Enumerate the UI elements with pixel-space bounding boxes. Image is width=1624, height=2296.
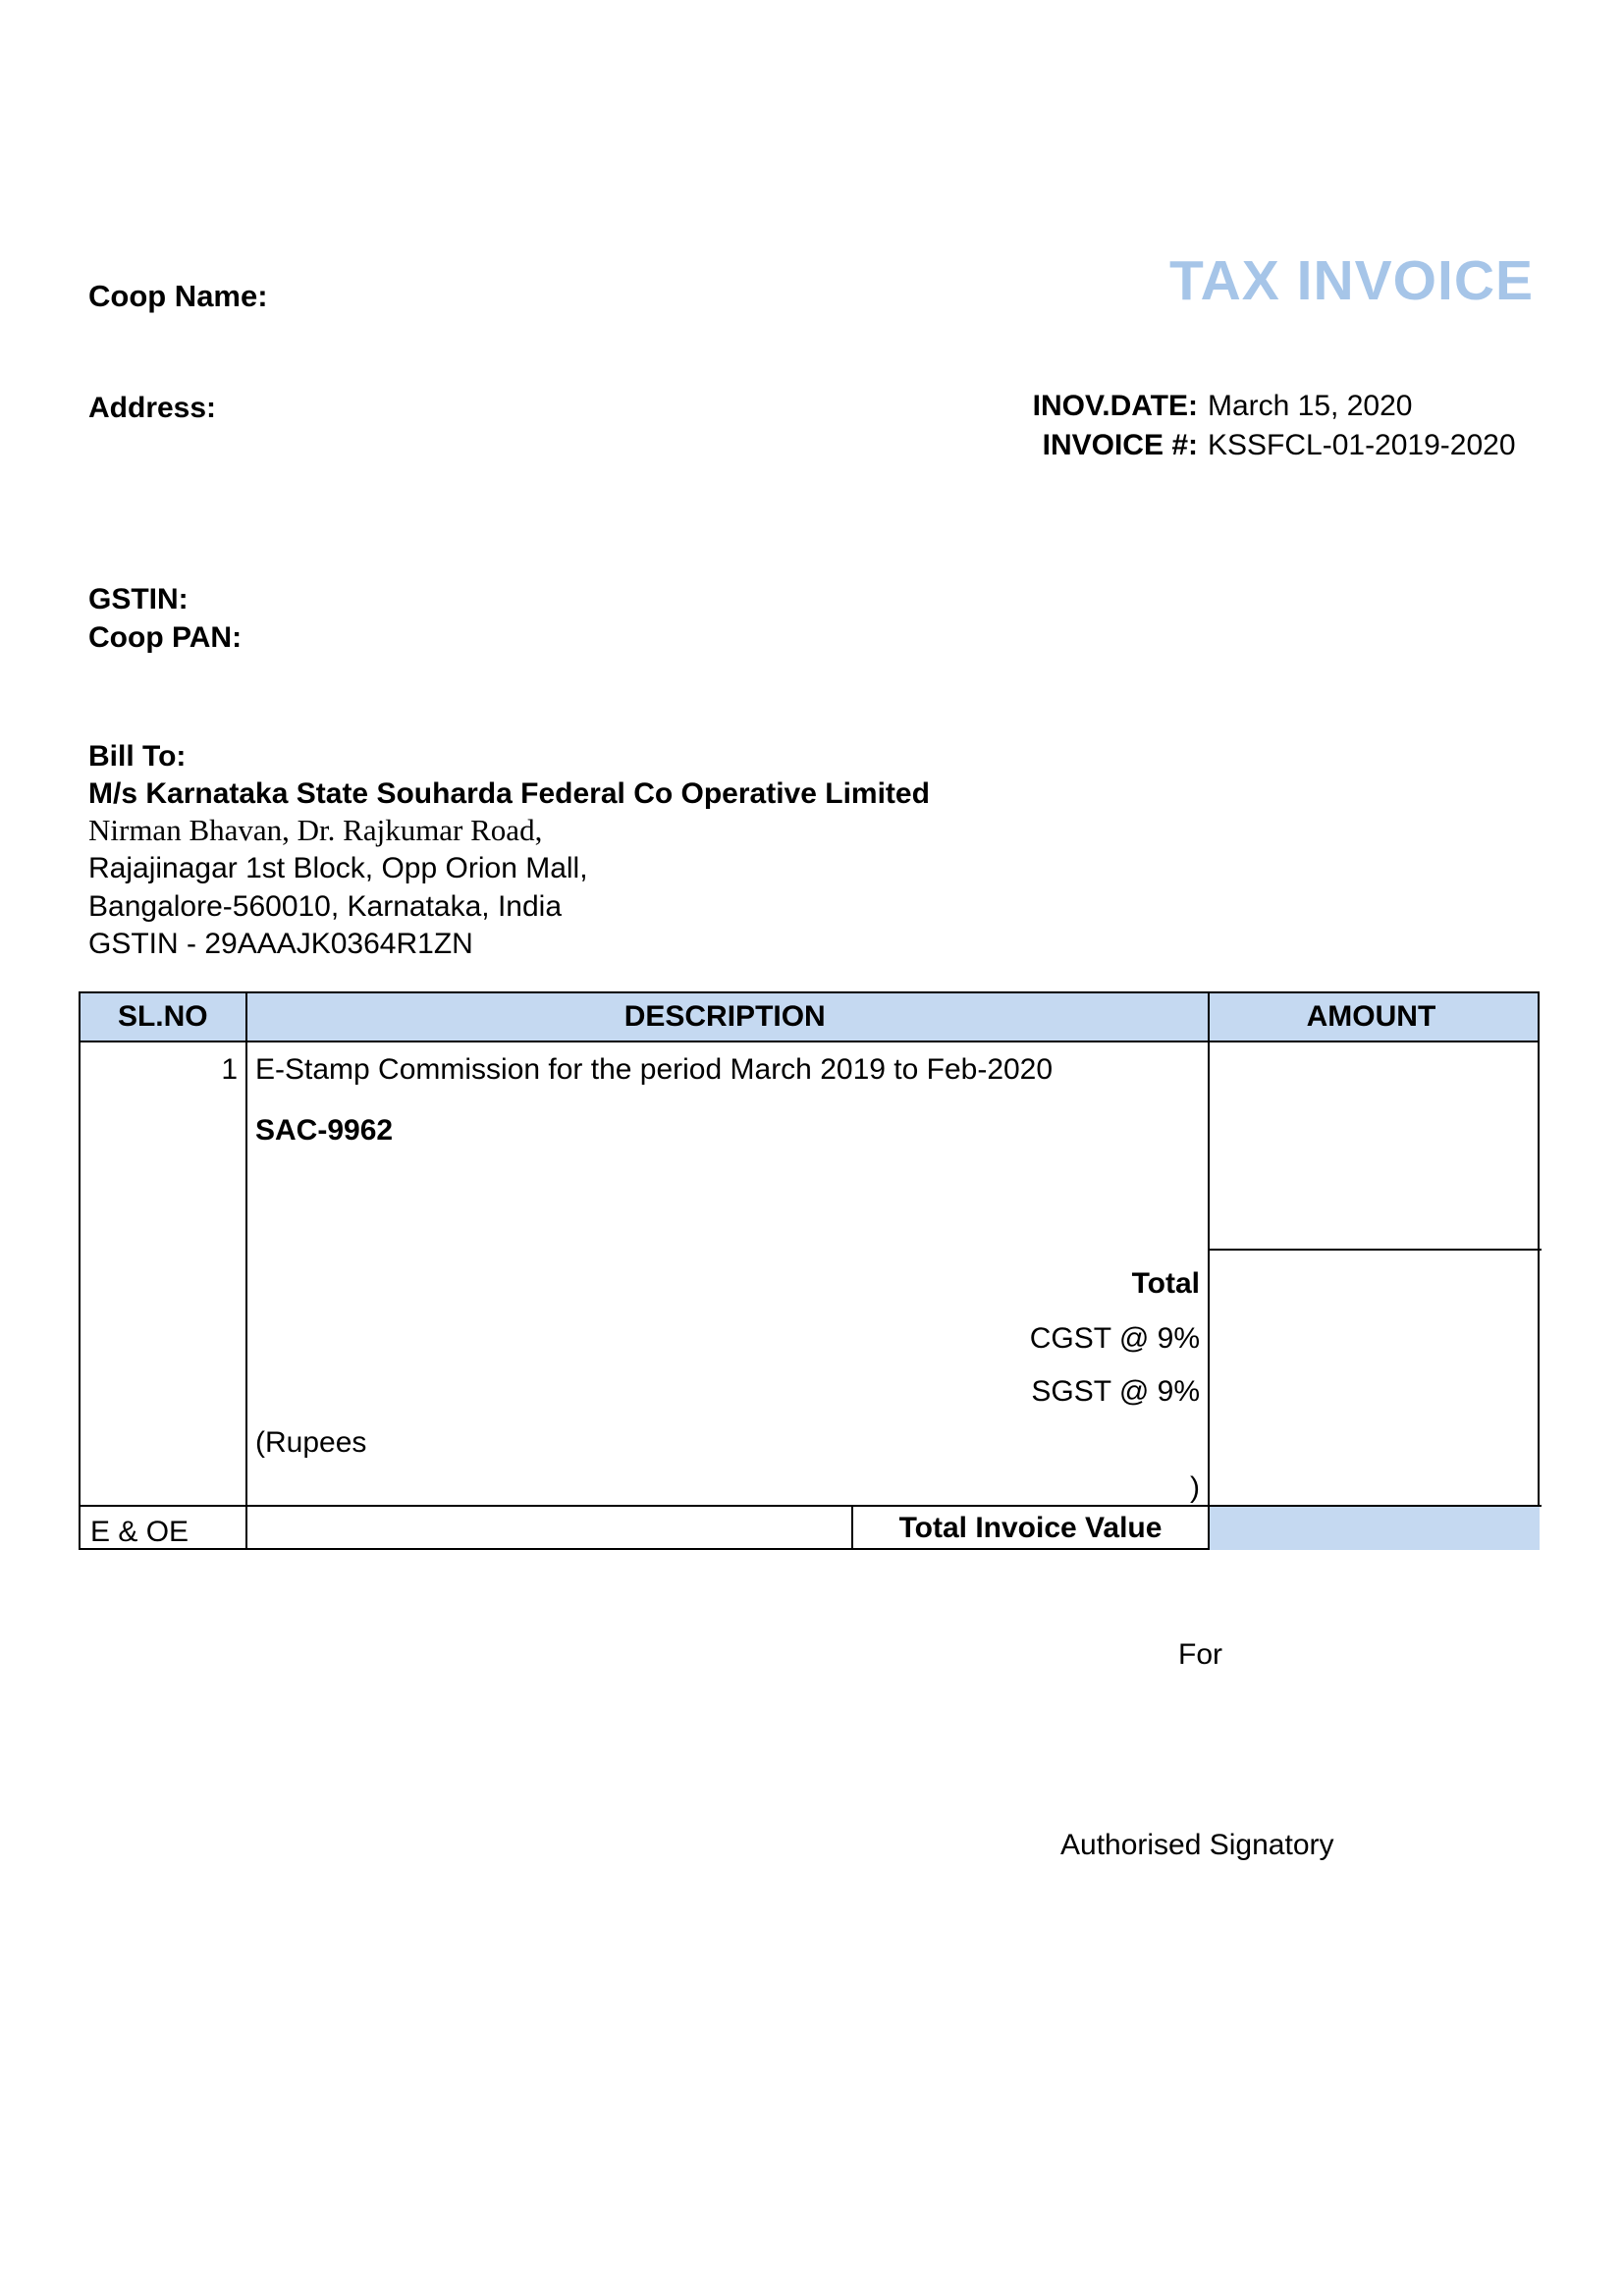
invoice-number-row <box>1011 426 1516 465</box>
row-sac-code: SAC-9962 <box>255 1114 394 1147</box>
total-invoice-value-label: Total Invoice Value <box>898 1512 1163 1544</box>
bill-to-label: Bill To: <box>88 740 187 773</box>
invoice-number-value: KSSFCL-01-2019-2020 <box>1208 429 1516 461</box>
invoice-date-label: INOV.DATE: <box>1032 390 1198 422</box>
for-label: For <box>1178 1638 1222 1671</box>
total-invoice-amount-cell <box>1210 1507 1540 1550</box>
col-header-amount: AMOUNT <box>1306 1000 1436 1033</box>
rupees-open: (Rupees <box>255 1426 367 1459</box>
cgst-label: CGST @ 9% <box>1029 1322 1200 1355</box>
total-label: Total <box>1131 1267 1200 1300</box>
invoice-number-label: INVOICE #: <box>1042 429 1198 461</box>
invoice-table <box>79 991 1540 1550</box>
bill-to-name: M/s Karnataka State Souharda Federal Co Operative Limited <box>88 777 930 810</box>
invoice-date-row <box>1011 387 1516 426</box>
bill-to-gstin: GSTIN - 29AAAJK0364R1ZN <box>88 928 473 960</box>
tax-invoice-title: TAX INVOICE <box>1169 249 1534 312</box>
coop-pan-label: Coop PAN: <box>88 621 243 654</box>
row-slno: 1 <box>221 1053 238 1086</box>
row-description: E-Stamp Commission for the period March 2019 to Feb-2020 <box>255 1053 1054 1086</box>
coop-name-label: Coop Name: <box>88 279 268 313</box>
authorised-signatory-label: Authorised Signatory <box>1060 1829 1334 1861</box>
bill-to-address-line3: Bangalore-560010, Karnataka, India <box>88 890 563 923</box>
col-header-slno: SL.NO <box>117 1000 208 1033</box>
eoe-label: E & OE <box>90 1516 189 1548</box>
rupees-close: ) <box>1190 1471 1200 1504</box>
amount-cell-divider <box>1208 1249 1542 1251</box>
invoice-meta <box>1011 387 1516 465</box>
col-header-description: DESCRIPTION <box>623 1000 826 1033</box>
bill-to-address-line1: Nirman Bhavan, Dr. Rajkumar Road, <box>88 813 543 847</box>
address-label: Address: <box>88 392 217 424</box>
bill-to-address-line2: Rajajinagar 1st Block, Opp Orion Mall, <box>88 852 588 884</box>
table-vline-2 <box>1208 993 1210 1550</box>
gstin-label: GSTIN: <box>88 583 189 615</box>
sgst-label: SGST @ 9% <box>1031 1375 1200 1408</box>
invoice-date-value: March 15, 2020 <box>1208 390 1413 422</box>
table-header-row <box>81 993 1538 1042</box>
